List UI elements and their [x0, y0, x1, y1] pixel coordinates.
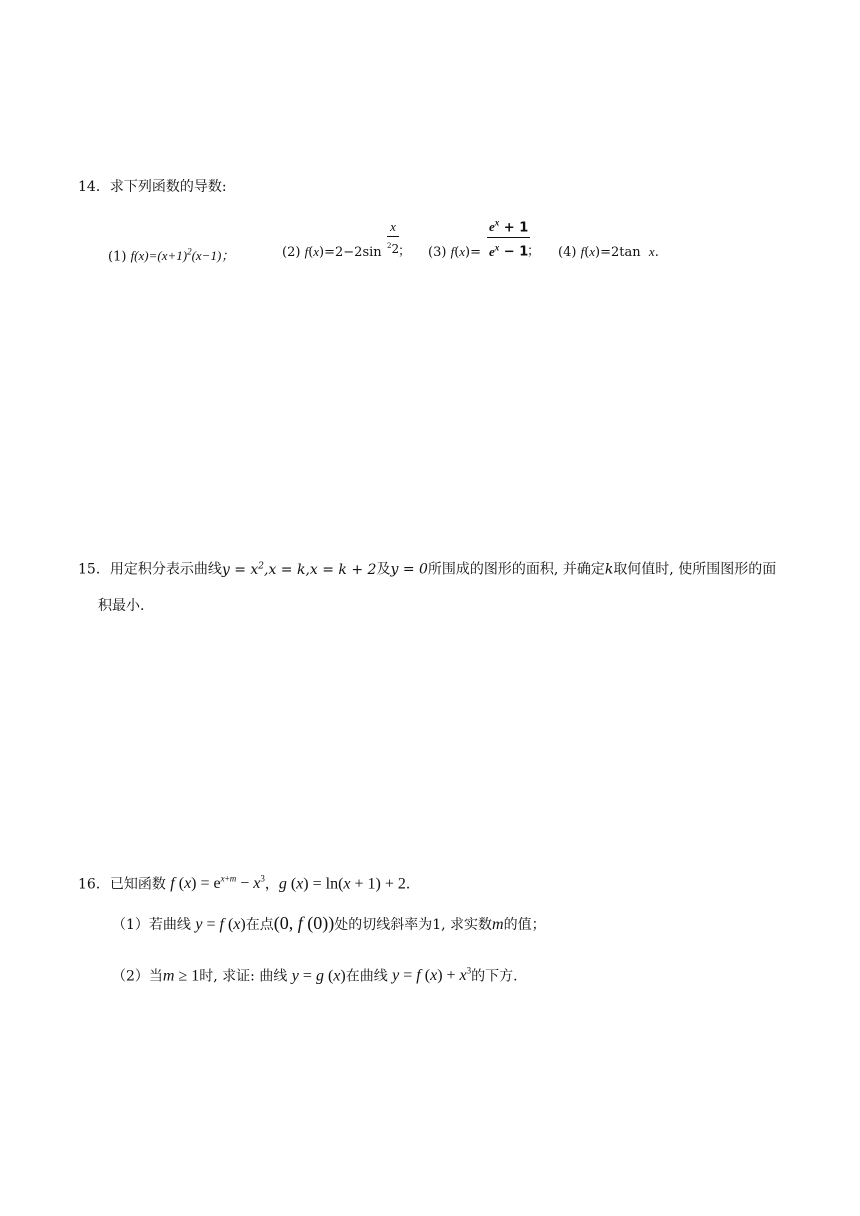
q16-part-1-rest: 处的切线斜率为1, 求实数 [334, 917, 493, 933]
q14-item-2 [282, 242, 382, 263]
q14-item-2-semicolon: ； [398, 244, 412, 259]
q15-line-1 [78, 556, 776, 580]
q14-item-1-expr: $f(x)=(x+1)^2(x-1)$； [130, 247, 235, 264]
q16-part-1-point: (0, f (0)) [273, 913, 335, 933]
q14-item-3-expr: f(x)= [450, 244, 482, 260]
q14-item-3-semicolon: ； [527, 244, 541, 259]
q16-part-2-tail: 的下方. [471, 968, 518, 985]
q14-item-4 [558, 242, 659, 263]
q16-part-1-tail: 的值； [503, 917, 546, 933]
q16-part-2-expr1: y = g (x) [291, 967, 346, 985]
q14-item-4-label: (4) [558, 245, 577, 260]
q16-stem [78, 869, 420, 894]
q14-item-2-label: (2) [282, 245, 301, 260]
q16-sep: ， [264, 876, 279, 893]
q15-rest2: 取何值时, 使所围图形的面 [613, 561, 777, 578]
q14-item-1 [108, 242, 234, 267]
q16-f-def: f $(x) = e^{x+m} - x^3$ [170, 874, 265, 893]
q16-part-1-expr: y = f (x) [195, 916, 246, 933]
q16-part-2-label: （2）当 [112, 968, 163, 985]
q14-item-2-expr: f(x)=2−2sin [304, 244, 382, 260]
q15-curves: $y = x^2,x = k,x = k + 2$ [221, 561, 377, 578]
q16-part-2-expr2: y = f $(x) + x^3$ [392, 966, 472, 985]
q16-part-2-mid2: 在曲线 [345, 968, 388, 985]
q14-item-3 [428, 242, 481, 263]
q16-part-1-label: （1）若曲线 [112, 917, 191, 933]
q16-part-2 [112, 961, 518, 986]
q14-item-2-frac: x $^2$2 [387, 219, 400, 256]
q15-and: 及 [376, 561, 391, 578]
q16-part-1-mid: 在点 [245, 917, 274, 933]
q16-part-2-mid: 时, 求证: 曲线 [199, 968, 288, 985]
q14-item-3-label: (3) [428, 245, 447, 260]
q16-part-1 [112, 913, 546, 935]
q16-prefix: 16．已知函数 [78, 876, 166, 893]
q15-k: k [604, 561, 614, 578]
q16-g-def: g (x) = ln(x + 1) + 2 [278, 875, 406, 893]
q14-item-3-frac: $e^x + 1$ $e^x - 1$ [487, 214, 530, 262]
q14-item-4-expr: f(x)=2tan x. [580, 244, 659, 260]
q15-yzero: y = 0 [390, 561, 428, 578]
q16-part-1-m: m [492, 916, 504, 933]
q15-rest1: 所围成的图形的面积, 并确定 [427, 561, 605, 578]
q14-stem: 14．求下列函数的导数: [78, 179, 227, 195]
q15-prefix: 15．用定积分表示曲线 [78, 561, 222, 578]
q16-end: ． [405, 876, 420, 893]
q15-line-2: 积最小. [98, 598, 145, 614]
q16-part-2-cond: m ≥ 1 [162, 967, 200, 985]
q14-item-1-label: (1) [108, 249, 127, 265]
